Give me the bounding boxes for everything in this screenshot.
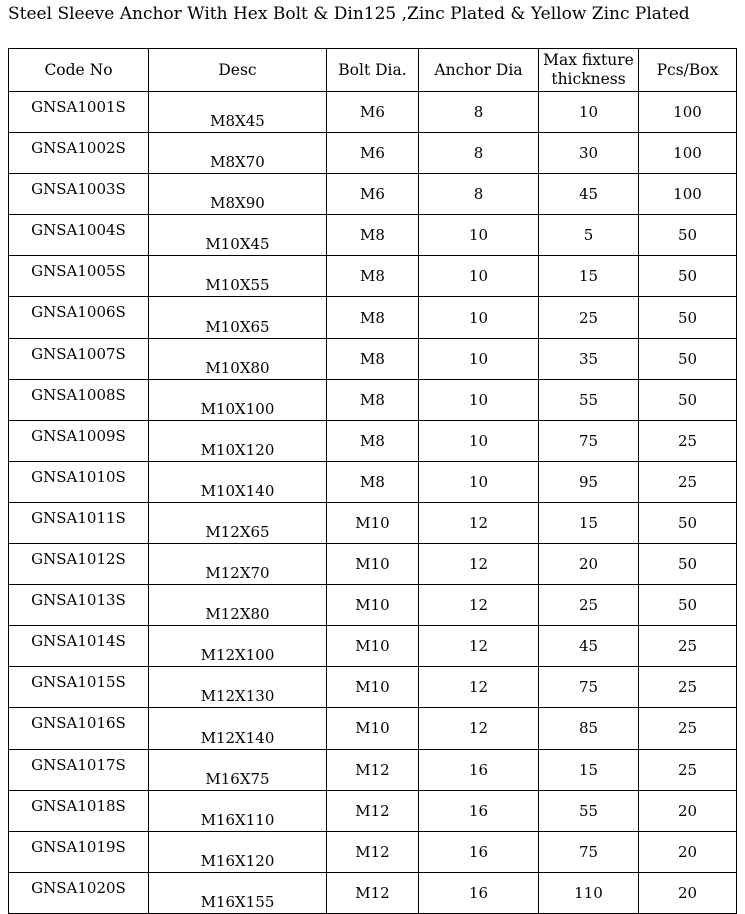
cell-desc: M12X100 xyxy=(149,626,327,667)
cell-pcs-box: 25 xyxy=(639,749,737,790)
cell-max-fixture-thickness: 35 xyxy=(539,338,639,379)
table-row xyxy=(9,133,737,174)
table-row xyxy=(9,749,737,790)
cell-desc: M10X140 xyxy=(149,461,327,502)
cell-max-fixture-thickness: 20 xyxy=(539,544,639,585)
cell-desc: M10X100 xyxy=(149,379,327,420)
cell-code-no: GNSA1006S xyxy=(9,297,149,338)
cell-bolt-dia: M8 xyxy=(327,215,419,256)
cell-pcs-box: 20 xyxy=(639,790,737,831)
table-row xyxy=(9,461,737,502)
table-row xyxy=(9,790,737,831)
cell-bolt-dia: M8 xyxy=(327,379,419,420)
cell-code-no: GNSA1020S xyxy=(9,872,149,913)
cell-max-fixture-thickness: 15 xyxy=(539,749,639,790)
cell-desc: M16X75 xyxy=(149,749,327,790)
cell-desc: M12X65 xyxy=(149,502,327,543)
cell-bolt-dia: M12 xyxy=(327,749,419,790)
cell-code-no: GNSA1002S xyxy=(9,133,149,174)
cell-max-fixture-thickness: 25 xyxy=(539,585,639,626)
cell-max-fixture-thickness: 5 xyxy=(539,215,639,256)
cell-max-fixture-thickness: 85 xyxy=(539,708,639,749)
cell-bolt-dia: M10 xyxy=(327,708,419,749)
cell-pcs-box: 50 xyxy=(639,297,737,338)
cell-max-fixture-thickness: 15 xyxy=(539,256,639,297)
cell-max-fixture-thickness: 15 xyxy=(539,502,639,543)
cell-code-no: GNSA1018S xyxy=(9,790,149,831)
cell-bolt-dia: M10 xyxy=(327,667,419,708)
cell-desc: M10X120 xyxy=(149,420,327,461)
cell-bolt-dia: M8 xyxy=(327,338,419,379)
cell-anchor-dia: 8 xyxy=(419,174,539,215)
cell-pcs-box: 50 xyxy=(639,338,737,379)
table-row xyxy=(9,544,737,585)
cell-pcs-box: 50 xyxy=(639,379,737,420)
cell-code-no: GNSA1009S xyxy=(9,420,149,461)
cell-max-fixture-thickness: 95 xyxy=(539,461,639,502)
cell-anchor-dia: 10 xyxy=(419,256,539,297)
cell-anchor-dia: 8 xyxy=(419,92,539,133)
cell-desc: M12X70 xyxy=(149,544,327,585)
cell-anchor-dia: 12 xyxy=(419,544,539,585)
cell-pcs-box: 20 xyxy=(639,831,737,872)
table-row xyxy=(9,338,737,379)
cell-bolt-dia: M10 xyxy=(327,626,419,667)
cell-code-no: GNSA1013S xyxy=(9,585,149,626)
cell-max-fixture-thickness: 75 xyxy=(539,420,639,461)
cell-anchor-dia: 10 xyxy=(419,461,539,502)
cell-max-fixture-thickness: 75 xyxy=(539,667,639,708)
cell-pcs-box: 50 xyxy=(639,544,737,585)
table-row xyxy=(9,420,737,461)
cell-bolt-dia: M12 xyxy=(327,872,419,913)
cell-anchor-dia: 16 xyxy=(419,831,539,872)
cell-anchor-dia: 16 xyxy=(419,790,539,831)
cell-code-no: GNSA1016S xyxy=(9,708,149,749)
cell-pcs-box: 25 xyxy=(639,420,737,461)
cell-pcs-box: 100 xyxy=(639,92,737,133)
header-code-no: Code No xyxy=(9,49,149,92)
cell-code-no: GNSA1008S xyxy=(9,379,149,420)
cell-pcs-box: 25 xyxy=(639,461,737,502)
cell-pcs-box: 100 xyxy=(639,133,737,174)
cell-desc: M8X90 xyxy=(149,174,327,215)
page-title: Steel Sleeve Anchor With Hex Bolt & Din125 ,Zinc Plated & Yellow Zinc Plated xyxy=(8,4,690,24)
cell-code-no: GNSA1004S xyxy=(9,215,149,256)
cell-pcs-box: 50 xyxy=(639,256,737,297)
cell-pcs-box: 100 xyxy=(639,174,737,215)
cell-code-no: GNSA1001S xyxy=(9,92,149,133)
cell-bolt-dia: M8 xyxy=(327,297,419,338)
cell-desc: M10X65 xyxy=(149,297,327,338)
cell-code-no: GNSA1010S xyxy=(9,461,149,502)
cell-bolt-dia: M12 xyxy=(327,831,419,872)
cell-bolt-dia: M6 xyxy=(327,133,419,174)
cell-desc: M12X130 xyxy=(149,667,327,708)
table-row xyxy=(9,585,737,626)
cell-desc: M8X45 xyxy=(149,92,327,133)
cell-code-no: GNSA1012S xyxy=(9,544,149,585)
cell-code-no: GNSA1017S xyxy=(9,749,149,790)
table-row xyxy=(9,256,737,297)
table-row xyxy=(9,626,737,667)
cell-anchor-dia: 10 xyxy=(419,379,539,420)
cell-desc: M10X55 xyxy=(149,256,327,297)
table-row xyxy=(9,92,737,133)
cell-code-no: GNSA1019S xyxy=(9,831,149,872)
cell-max-fixture-thickness: 55 xyxy=(539,790,639,831)
cell-anchor-dia: 10 xyxy=(419,215,539,256)
cell-anchor-dia: 10 xyxy=(419,338,539,379)
cell-pcs-box: 50 xyxy=(639,585,737,626)
cell-pcs-box: 25 xyxy=(639,667,737,708)
cell-desc: M8X70 xyxy=(149,133,327,174)
cell-pcs-box: 50 xyxy=(639,502,737,543)
cell-code-no: GNSA1007S xyxy=(9,338,149,379)
cell-bolt-dia: M8 xyxy=(327,256,419,297)
cell-max-fixture-thickness: 45 xyxy=(539,626,639,667)
cell-code-no: GNSA1015S xyxy=(9,667,149,708)
table-row xyxy=(9,667,737,708)
cell-pcs-box: 25 xyxy=(639,708,737,749)
table-row xyxy=(9,872,737,913)
cell-anchor-dia: 12 xyxy=(419,667,539,708)
cell-pcs-box: 25 xyxy=(639,626,737,667)
cell-anchor-dia: 16 xyxy=(419,749,539,790)
header-desc: Desc xyxy=(149,49,327,92)
cell-desc: M12X140 xyxy=(149,708,327,749)
cell-anchor-dia: 12 xyxy=(419,708,539,749)
cell-code-no: GNSA1005S xyxy=(9,256,149,297)
cell-pcs-box: 50 xyxy=(639,215,737,256)
table-row xyxy=(9,379,737,420)
cell-max-fixture-thickness: 10 xyxy=(539,92,639,133)
cell-bolt-dia: M12 xyxy=(327,790,419,831)
table-row xyxy=(9,215,737,256)
cell-desc: M10X80 xyxy=(149,338,327,379)
cell-max-fixture-thickness: 30 xyxy=(539,133,639,174)
cell-desc: M16X120 xyxy=(149,831,327,872)
table-row xyxy=(9,297,737,338)
cell-bolt-dia: M10 xyxy=(327,502,419,543)
table-row xyxy=(9,502,737,543)
cell-anchor-dia: 8 xyxy=(419,133,539,174)
cell-anchor-dia: 16 xyxy=(419,872,539,913)
cell-max-fixture-thickness: 75 xyxy=(539,831,639,872)
table-row xyxy=(9,174,737,215)
cell-desc: M12X80 xyxy=(149,585,327,626)
cell-desc: M10X45 xyxy=(149,215,327,256)
cell-max-fixture-thickness: 110 xyxy=(539,872,639,913)
cell-anchor-dia: 10 xyxy=(419,420,539,461)
cell-bolt-dia: M8 xyxy=(327,461,419,502)
product-table xyxy=(8,48,737,914)
cell-desc: M16X155 xyxy=(149,872,327,913)
cell-anchor-dia: 12 xyxy=(419,502,539,543)
cell-bolt-dia: M6 xyxy=(327,92,419,133)
table-row xyxy=(9,831,737,872)
cell-bolt-dia: M6 xyxy=(327,174,419,215)
cell-bolt-dia: M10 xyxy=(327,585,419,626)
header-row xyxy=(9,49,737,92)
cell-code-no: GNSA1011S xyxy=(9,502,149,543)
cell-max-fixture-thickness: 55 xyxy=(539,379,639,420)
cell-bolt-dia: M10 xyxy=(327,544,419,585)
cell-bolt-dia: M8 xyxy=(327,420,419,461)
header-bolt-dia: Bolt Dia. xyxy=(327,49,419,92)
cell-code-no: GNSA1003S xyxy=(9,174,149,215)
table-row xyxy=(9,708,737,749)
cell-anchor-dia: 10 xyxy=(419,297,539,338)
cell-anchor-dia: 12 xyxy=(419,626,539,667)
header-anchor-dia: Anchor Dia xyxy=(419,49,539,92)
cell-pcs-box: 20 xyxy=(639,872,737,913)
cell-max-fixture-thickness: 25 xyxy=(539,297,639,338)
header-max-fixture-thickness: Max fixture thickness xyxy=(539,49,639,92)
cell-max-fixture-thickness: 45 xyxy=(539,174,639,215)
cell-desc: M16X110 xyxy=(149,790,327,831)
header-pcs-box: Pcs/Box xyxy=(639,49,737,92)
cell-code-no: GNSA1014S xyxy=(9,626,149,667)
cell-anchor-dia: 12 xyxy=(419,585,539,626)
